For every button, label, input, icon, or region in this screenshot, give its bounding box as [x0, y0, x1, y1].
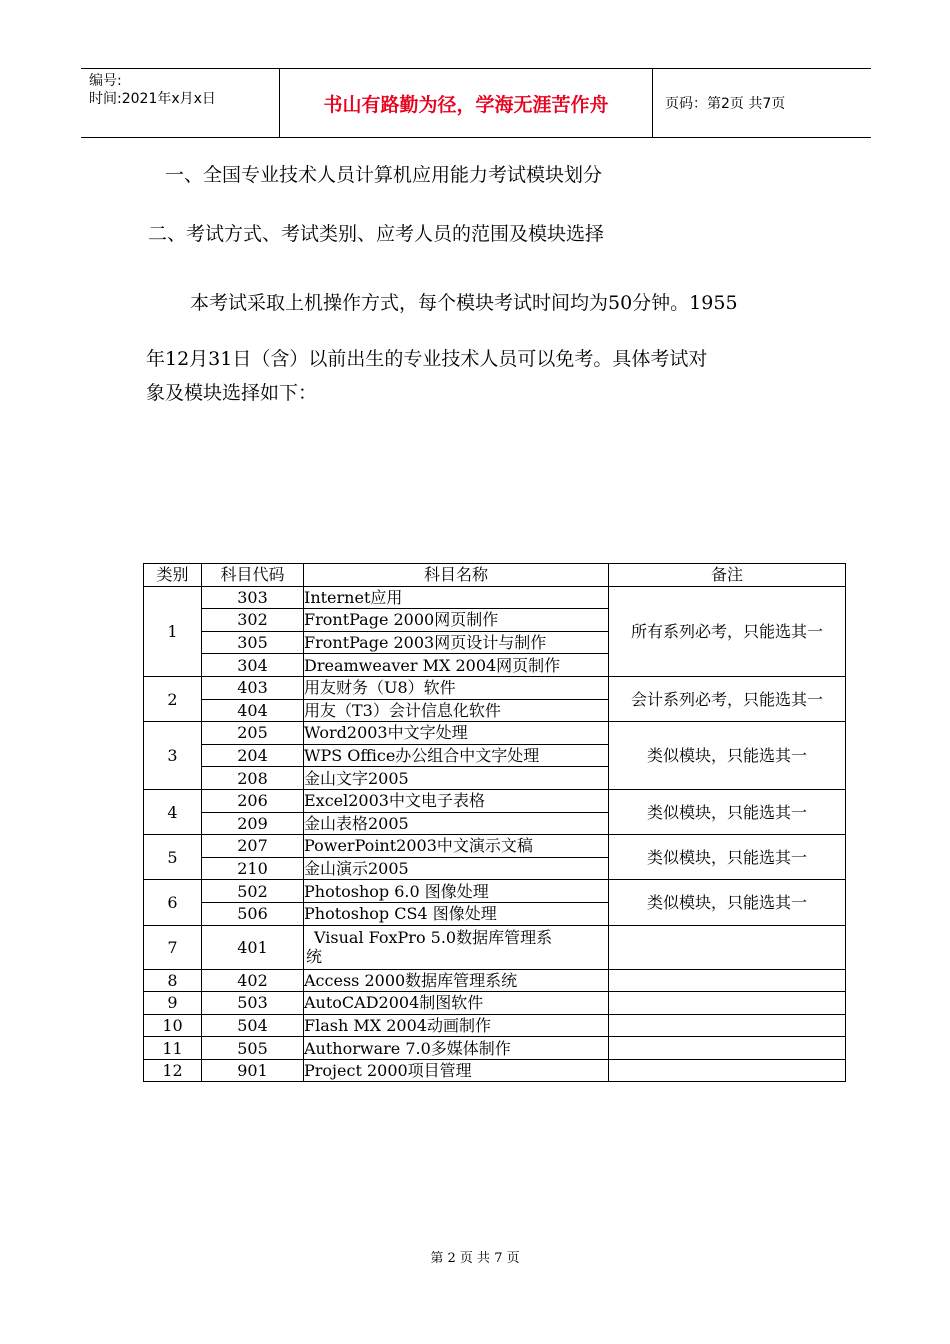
code-cell: 901: [202, 1059, 304, 1082]
name-cell: FrontPage 2003网页设计与制作: [304, 631, 609, 654]
code-cell: 506: [202, 902, 304, 925]
page-header: [81, 68, 871, 138]
table-row: [144, 992, 846, 1015]
category-cell: 7: [144, 925, 202, 969]
category-cell: 3: [144, 722, 202, 790]
name-cell: Photoshop CS4 图像处理: [304, 902, 609, 925]
name-cell: FrontPage 2000网页制作: [304, 609, 609, 632]
heading-2: 二、考试方式、考试类别、应考人员的范围及模块选择: [148, 223, 605, 245]
intro-paragraph: [146, 288, 826, 408]
code-cell: 208: [202, 767, 304, 790]
code-cell: 302: [202, 609, 304, 632]
name-line-1: Visual FoxPro 5.0数据库管理系: [314, 928, 553, 947]
table-row: [144, 1037, 846, 1060]
remark-cell: 类似模块，只能选其一: [609, 789, 846, 834]
code-cell: 503: [202, 992, 304, 1015]
table-row: [144, 722, 846, 745]
code-cell: 209: [202, 812, 304, 835]
remark-cell: [609, 1014, 846, 1037]
remark-cell: 类似模块，只能选其一: [609, 880, 846, 925]
time-label: 时间:2021年x月x日: [89, 91, 216, 107]
exam-modules-table: [143, 563, 846, 1082]
code-cell: 502: [202, 880, 304, 903]
col-header-remark: 备注: [609, 564, 846, 587]
name-cell: Photoshop 6.0 图像处理: [304, 880, 609, 903]
remark-cell: [609, 1037, 846, 1060]
name-cell: Flash MX 2004动画制作: [304, 1014, 609, 1037]
code-cell: 404: [202, 699, 304, 722]
remark-cell: [609, 969, 846, 992]
name-cell: 金山文字2005: [304, 767, 609, 790]
table-row: [144, 925, 846, 969]
heading-1: 一、全国专业技术人员计算机应用能力考试模块划分: [165, 164, 603, 186]
code-cell: 505: [202, 1037, 304, 1060]
paragraph-line-2: 年12月31日（含）以前出生的专业技术人员可以免考。具体考试对: [146, 348, 708, 370]
remark-cell: [609, 925, 846, 969]
category-cell: 10: [144, 1014, 202, 1037]
code-cell: 304: [202, 654, 304, 677]
code-cell: 206: [202, 789, 304, 812]
table-row: [144, 1059, 846, 1082]
code-cell: 205: [202, 722, 304, 745]
page-footer: 第 2 页 共 7 页: [430, 1251, 520, 1266]
name-cell: AutoCAD2004制图软件: [304, 992, 609, 1015]
col-header-code: 科目代码: [202, 564, 304, 587]
category-cell: 11: [144, 1037, 202, 1060]
table-row: [144, 835, 846, 858]
category-cell: 12: [144, 1059, 202, 1082]
name-cell: [304, 925, 609, 969]
name-cell: 用友财务（U8）软件: [304, 676, 609, 699]
code-cell: 403: [202, 676, 304, 699]
header-page-info: 页码：第2页 共7页: [665, 96, 786, 112]
code-cell: 504: [202, 1014, 304, 1037]
remark-cell: [609, 1059, 846, 1082]
number-label: 编号:: [89, 73, 122, 89]
table-header-row: [144, 564, 846, 587]
code-cell: 305: [202, 631, 304, 654]
header-meta: [81, 69, 280, 137]
remark-cell: 会计系列必考，只能选其一: [609, 676, 846, 721]
col-header-name: 科目名称: [304, 564, 609, 587]
code-cell: 210: [202, 857, 304, 880]
name-cell: Project 2000项目管理: [304, 1059, 609, 1082]
category-cell: 5: [144, 835, 202, 880]
category-cell: 9: [144, 992, 202, 1015]
name-cell: WPS Office办公组合中文字处理: [304, 744, 609, 767]
code-cell: 207: [202, 835, 304, 858]
name-cell: Authorware 7.0多媒体制作: [304, 1037, 609, 1060]
category-cell: 4: [144, 789, 202, 834]
code-cell: 402: [202, 969, 304, 992]
category-cell: 8: [144, 969, 202, 992]
table-row: [144, 789, 846, 812]
name-cell: Internet应用: [304, 586, 609, 609]
table-row: [144, 1014, 846, 1037]
category-cell: 2: [144, 676, 202, 721]
header-motto: 书山有路勤为径，学海无涯苦作舟: [280, 69, 653, 137]
category-cell: 1: [144, 586, 202, 676]
name-cell: 用友（T3）会计信息化软件: [304, 699, 609, 722]
name-cell: Word2003中文字处理: [304, 722, 609, 745]
name-cell: Excel2003中文电子表格: [304, 789, 609, 812]
name-cell: Access 2000数据库管理系统: [304, 969, 609, 992]
remark-cell: 类似模块，只能选其一: [609, 722, 846, 790]
remark-cell: [609, 992, 846, 1015]
table-row: [144, 676, 846, 699]
name-cell: Dreamweaver MX 2004网页制作: [304, 654, 609, 677]
code-cell: 204: [202, 744, 304, 767]
table-row: [144, 586, 846, 609]
category-cell: 6: [144, 880, 202, 925]
col-header-category: 类别: [144, 564, 202, 587]
paragraph-line-1: 本考试采取上机操作方式，每个模块考试时间均为50分钟。1955: [190, 292, 738, 314]
table-row: [144, 969, 846, 992]
table-row: [144, 880, 846, 903]
code-cell: 303: [202, 586, 304, 609]
name-cell: PowerPoint2003中文演示文稿: [304, 835, 609, 858]
remark-cell: 所有系列必考，只能选其一: [609, 586, 846, 676]
name-line-2: 统: [306, 947, 323, 966]
name-cell: 金山演示2005: [304, 857, 609, 880]
remark-cell: 类似模块，只能选其一: [609, 835, 846, 880]
paragraph-line-3: 象及模块选择如下：: [146, 382, 318, 404]
name-cell: 金山表格2005: [304, 812, 609, 835]
code-cell: 401: [202, 925, 304, 969]
